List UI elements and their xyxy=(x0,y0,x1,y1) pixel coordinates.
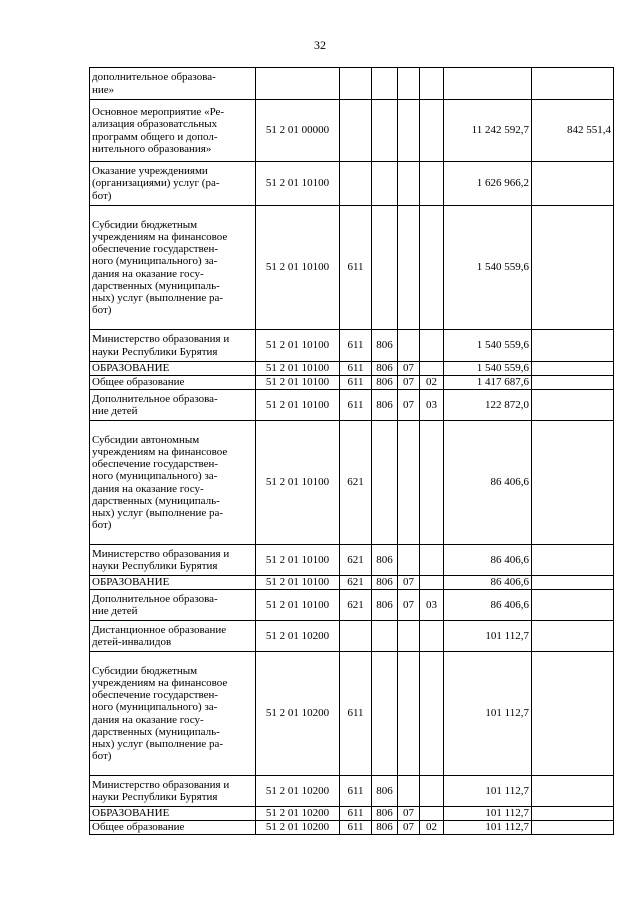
section-code-cell: 07 xyxy=(398,362,420,376)
subsection-code-cell xyxy=(420,206,444,330)
section-code-cell xyxy=(398,621,420,652)
row-name-cell: Дополнительное образова- ние детей xyxy=(90,590,256,621)
subsection-code-cell: 02 xyxy=(420,821,444,835)
subsection-code-cell xyxy=(420,330,444,362)
amount-second-cell xyxy=(532,652,614,776)
target-article-code-cell: 51 2 01 10200 xyxy=(256,776,340,807)
amount-cell: 1 540 559,6 xyxy=(444,206,532,330)
target-article-code-cell: 51 2 01 10100 xyxy=(256,162,340,206)
target-article-code-cell: 51 2 01 10100 xyxy=(256,545,340,576)
amount-cell: 86 406,6 xyxy=(444,545,532,576)
subsection-code-cell xyxy=(420,162,444,206)
row-name-cell: дополнительное образова- ние» xyxy=(90,68,256,100)
department-code-cell xyxy=(372,100,398,162)
target-article-code-cell: 51 2 01 10100 xyxy=(256,330,340,362)
table-row xyxy=(90,652,614,776)
department-code-cell: 806 xyxy=(372,821,398,835)
amount-cell: 11 242 592,7 xyxy=(444,100,532,162)
amount-second-cell xyxy=(532,376,614,390)
expense-type-code-cell: 611 xyxy=(340,390,372,421)
row-name-cell: Общее образование xyxy=(90,821,256,835)
subsection-code-cell xyxy=(420,362,444,376)
section-code-cell xyxy=(398,330,420,362)
amount-cell: 101 112,7 xyxy=(444,807,532,821)
expense-type-code-cell: 621 xyxy=(340,576,372,590)
expense-type-code-cell: 621 xyxy=(340,421,372,545)
row-name-cell: Субсидии автономным учреждениям на финансовое обеспечение государствен- ного (муниципального) за- дания на оказание госу- дарственных (муниципаль- ных) услуг (выполнение ра- бот) xyxy=(90,421,256,545)
row-name-cell: Министерство образования и науки Республики Бурятия xyxy=(90,330,256,362)
target-article-code-cell: 51 2 01 10200 xyxy=(256,621,340,652)
amount-second-cell xyxy=(532,162,614,206)
target-article-code-cell: 51 2 01 10200 xyxy=(256,807,340,821)
target-article-code-cell: 51 2 01 10200 xyxy=(256,821,340,835)
department-code-cell xyxy=(372,652,398,776)
amount-second-cell xyxy=(532,807,614,821)
department-code-cell: 806 xyxy=(372,390,398,421)
section-code-cell xyxy=(398,776,420,807)
department-code-cell: 806 xyxy=(372,576,398,590)
amount-cell: 1 417 687,6 xyxy=(444,376,532,390)
subsection-code-cell xyxy=(420,421,444,545)
budget-table xyxy=(89,67,614,835)
department-code-cell: 806 xyxy=(372,807,398,821)
row-name-cell: Дополнительное образова- ние детей xyxy=(90,390,256,421)
section-code-cell xyxy=(398,206,420,330)
section-code-cell xyxy=(398,162,420,206)
table-row xyxy=(90,206,614,330)
department-code-cell xyxy=(372,206,398,330)
row-name-cell: Оказание учреждениями (организациями) услуг (ра- бот) xyxy=(90,162,256,206)
amount-second-cell xyxy=(532,330,614,362)
table-row xyxy=(90,545,614,576)
target-article-code-cell: 51 2 01 10100 xyxy=(256,421,340,545)
row-name-cell: Министерство образования и науки Республики Бурятия xyxy=(90,776,256,807)
row-name-cell: Субсидии бюджетным учреждениям на финансовое обеспечение государствен- ного (муниципального) за- дания на оказание госу- дарственных (муниципаль- ных) услуг (выполнение ра- бот) xyxy=(90,206,256,330)
section-code-cell: 07 xyxy=(398,590,420,621)
amount-cell: 101 112,7 xyxy=(444,621,532,652)
expense-type-code-cell xyxy=(340,162,372,206)
amount-second-cell xyxy=(532,590,614,621)
section-code-cell xyxy=(398,68,420,100)
amount-cell: 101 112,7 xyxy=(444,652,532,776)
target-article-code-cell: 51 2 01 10100 xyxy=(256,206,340,330)
section-code-cell xyxy=(398,421,420,545)
department-code-cell xyxy=(372,68,398,100)
row-name-cell: Субсидии бюджетным учреждениям на финансовое обеспечение государствен- ного (муниципального) за- дания на оказание госу- дарственных (муниципаль- ных) услуг (выполнение ра- бот) xyxy=(90,652,256,776)
table-row xyxy=(90,590,614,621)
amount-cell: 101 112,7 xyxy=(444,821,532,835)
amount-cell: 1 540 559,6 xyxy=(444,330,532,362)
table-row xyxy=(90,776,614,807)
subsection-code-cell: 02 xyxy=(420,376,444,390)
department-code-cell: 806 xyxy=(372,590,398,621)
department-code-cell: 806 xyxy=(372,330,398,362)
amount-second-cell xyxy=(532,821,614,835)
table-row xyxy=(90,421,614,545)
amount-cell: 86 406,6 xyxy=(444,576,532,590)
expense-type-code-cell: 611 xyxy=(340,206,372,330)
row-name-cell: ОБРАЗОВАНИЕ xyxy=(90,576,256,590)
table-row xyxy=(90,68,614,100)
amount-cell: 101 112,7 xyxy=(444,776,532,807)
amount-second-cell xyxy=(532,621,614,652)
section-code-cell: 07 xyxy=(398,390,420,421)
section-code-cell: 07 xyxy=(398,807,420,821)
amount-second-cell xyxy=(532,206,614,330)
amount-second-cell xyxy=(532,776,614,807)
department-code-cell xyxy=(372,621,398,652)
amount-second-cell: 842 551,4 xyxy=(532,100,614,162)
target-article-code-cell xyxy=(256,68,340,100)
subsection-code-cell: 03 xyxy=(420,390,444,421)
table-row xyxy=(90,100,614,162)
section-code-cell xyxy=(398,545,420,576)
subsection-code-cell xyxy=(420,100,444,162)
row-name-cell: ОБРАЗОВАНИЕ xyxy=(90,362,256,376)
table-row xyxy=(90,376,614,390)
section-code-cell: 07 xyxy=(398,821,420,835)
target-article-code-cell: 51 2 01 10200 xyxy=(256,652,340,776)
department-code-cell: 806 xyxy=(372,776,398,807)
table-row xyxy=(90,162,614,206)
table-row xyxy=(90,576,614,590)
expense-type-code-cell: 611 xyxy=(340,807,372,821)
department-code-cell xyxy=(372,162,398,206)
amount-cell: 122 872,0 xyxy=(444,390,532,421)
expense-type-code-cell xyxy=(340,68,372,100)
amount-second-cell xyxy=(532,545,614,576)
expense-type-code-cell: 611 xyxy=(340,776,372,807)
expense-type-code-cell: 611 xyxy=(340,362,372,376)
subsection-code-cell xyxy=(420,621,444,652)
row-name-cell: Основное мероприятие «Ре- ализация образоватсльных программ общего и допол- нительного образования» xyxy=(90,100,256,162)
target-article-code-cell: 51 2 01 10100 xyxy=(256,576,340,590)
expense-type-code-cell xyxy=(340,621,372,652)
subsection-code-cell: 03 xyxy=(420,590,444,621)
target-article-code-cell: 51 2 01 10100 xyxy=(256,362,340,376)
row-name-cell: Дистанционное образование детей-инвалидов xyxy=(90,621,256,652)
department-code-cell: 806 xyxy=(372,545,398,576)
expense-type-code-cell: 611 xyxy=(340,652,372,776)
amount-cell: 86 406,6 xyxy=(444,590,532,621)
department-code-cell: 806 xyxy=(372,362,398,376)
row-name-cell: Общее образование xyxy=(90,376,256,390)
section-code-cell xyxy=(398,100,420,162)
target-article-code-cell: 51 2 01 10100 xyxy=(256,376,340,390)
budget-table-body xyxy=(90,68,614,835)
amount-cell: 86 406,6 xyxy=(444,421,532,545)
subsection-code-cell xyxy=(420,652,444,776)
section-code-cell: 07 xyxy=(398,376,420,390)
target-article-code-cell: 51 2 01 00000 xyxy=(256,100,340,162)
amount-second-cell xyxy=(532,68,614,100)
amount-cell: 1 540 559,6 xyxy=(444,362,532,376)
expense-type-code-cell: 611 xyxy=(340,376,372,390)
table-row xyxy=(90,390,614,421)
expense-type-code-cell xyxy=(340,100,372,162)
department-code-cell xyxy=(372,421,398,545)
table-row xyxy=(90,362,614,376)
page-number: 32 xyxy=(314,38,326,52)
target-article-code-cell: 51 2 01 10100 xyxy=(256,590,340,621)
subsection-code-cell xyxy=(420,576,444,590)
department-code-cell: 806 xyxy=(372,376,398,390)
target-article-code-cell: 51 2 01 10100 xyxy=(256,390,340,421)
amount-second-cell xyxy=(532,390,614,421)
subsection-code-cell xyxy=(420,807,444,821)
section-code-cell: 07 xyxy=(398,576,420,590)
expense-type-code-cell: 611 xyxy=(340,330,372,362)
table-row xyxy=(90,807,614,821)
table-row xyxy=(90,821,614,835)
expense-type-code-cell: 611 xyxy=(340,821,372,835)
subsection-code-cell xyxy=(420,68,444,100)
subsection-code-cell xyxy=(420,545,444,576)
amount-cell: 1 626 966,2 xyxy=(444,162,532,206)
row-name-cell: ОБРАЗОВАНИЕ xyxy=(90,807,256,821)
table-row xyxy=(90,621,614,652)
expense-type-code-cell: 621 xyxy=(340,590,372,621)
subsection-code-cell xyxy=(420,776,444,807)
section-code-cell xyxy=(398,652,420,776)
expense-type-code-cell: 621 xyxy=(340,545,372,576)
row-name-cell: Министерство образования и науки Республики Бурятия xyxy=(90,545,256,576)
amount-second-cell xyxy=(532,421,614,545)
amount-cell xyxy=(444,68,532,100)
amount-second-cell xyxy=(532,362,614,376)
table-row xyxy=(90,330,614,362)
amount-second-cell xyxy=(532,576,614,590)
